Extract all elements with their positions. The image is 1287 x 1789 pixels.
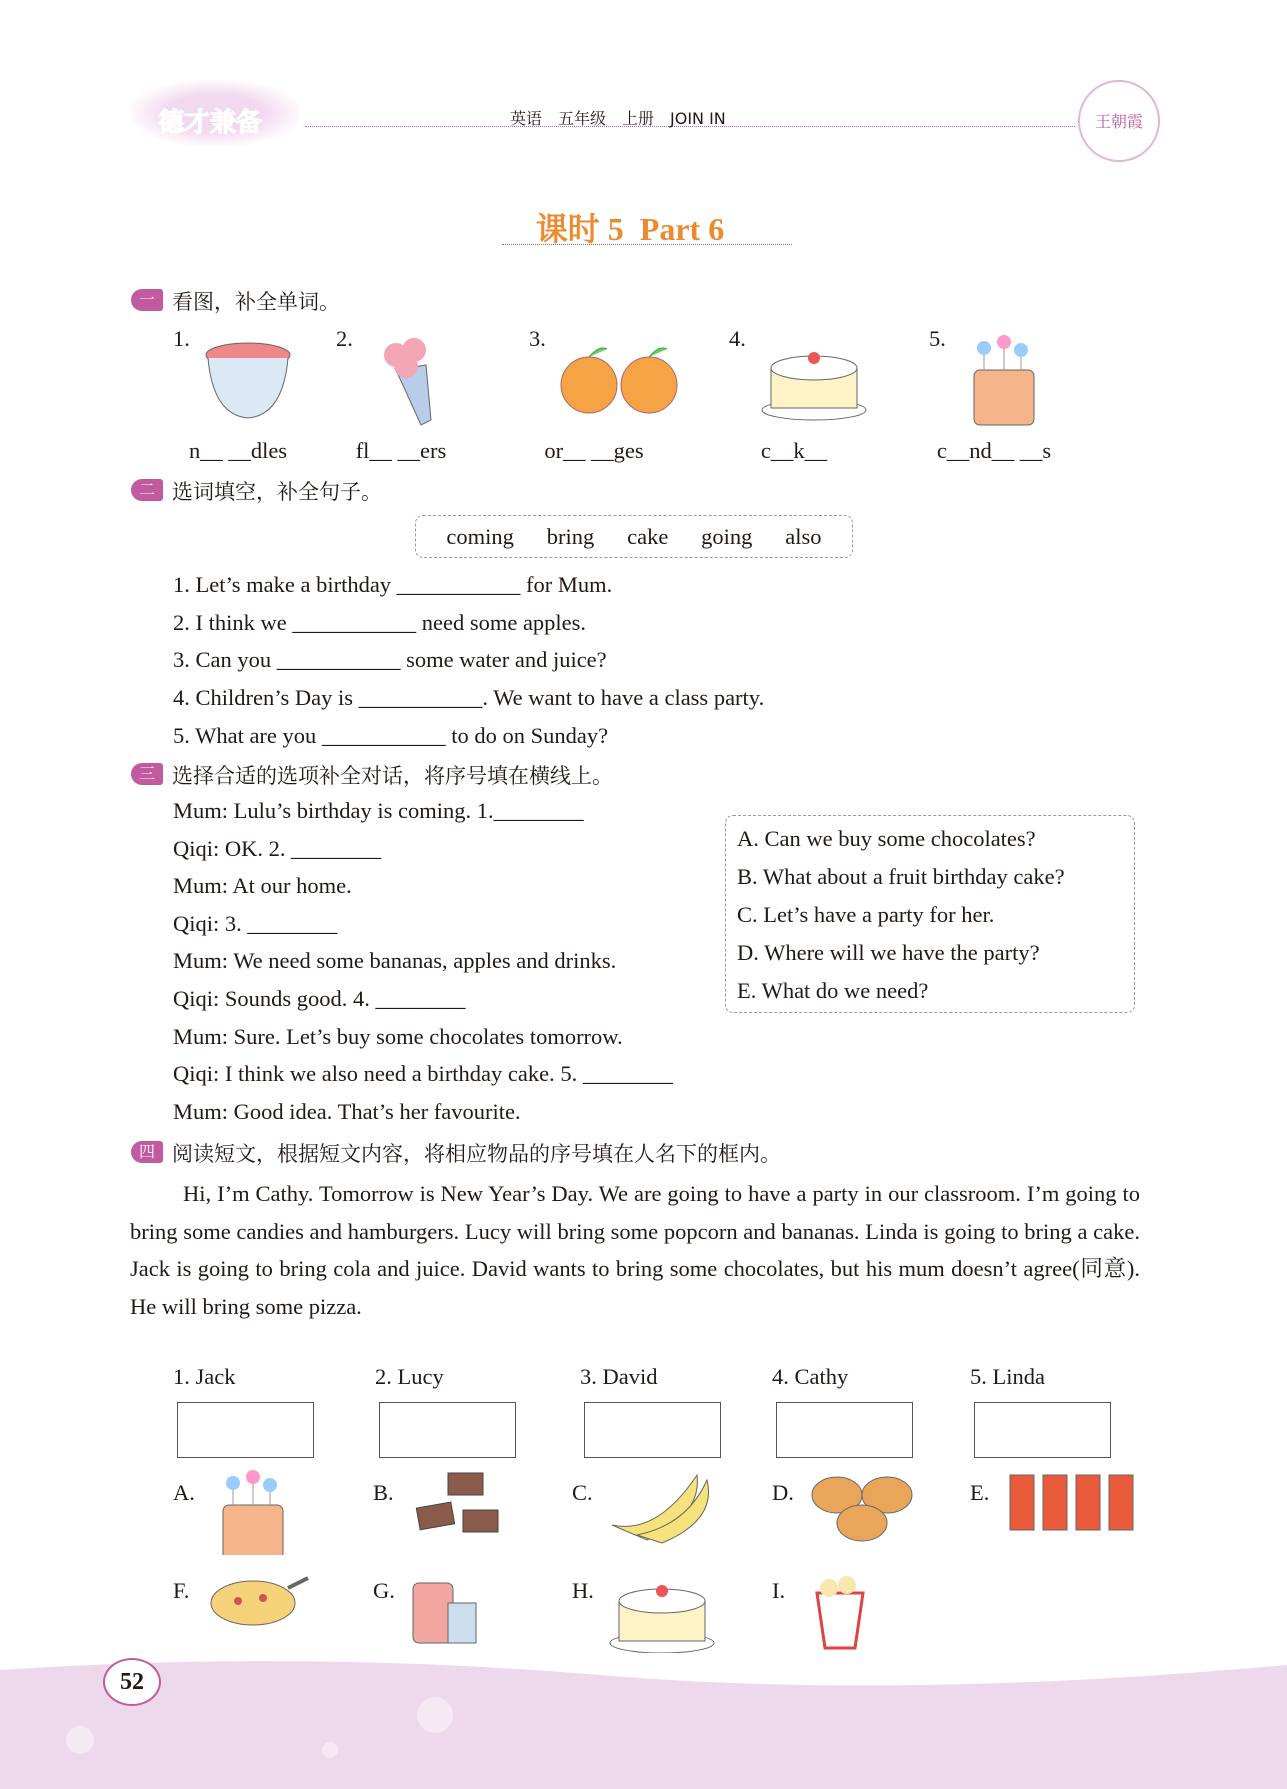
- dialogue-line[interactable]: Mum: Sure. Let’s buy some chocolates tomorrow.: [173, 1023, 623, 1049]
- reading-passage: Hi, I’m Cathy. Tomorrow is New Year’s Day. We are going to have a party in our classroom. I’m going to bring some candies and hamburgers. Lucy will bring some popcorn and bananas. Linda is going to bring a cake. Jack is going to bring cola and juice. David wants to bring some chocolates, but his mum doesn’t agree(同意). He will bring some pizza.: [130, 1181, 1140, 1319]
- section-badge-1: 一: [131, 289, 163, 311]
- word-bank-item: cake: [627, 523, 669, 549]
- header-logo: [130, 80, 300, 146]
- fill-sentence[interactable]: 2. I think we ___________ need some apples.: [173, 609, 587, 635]
- answer-box[interactable]: [584, 1402, 721, 1458]
- dialogue-line[interactable]: Qiqi: OK. 2. ________: [173, 835, 382, 861]
- section-badge-2: 二: [131, 479, 163, 501]
- candies-image: [959, 330, 1069, 430]
- title-rule: [502, 244, 792, 245]
- answer-box[interactable]: [776, 1402, 913, 1458]
- person-name: 2. Lucy: [375, 1364, 444, 1389]
- item-number: 5.: [929, 326, 946, 351]
- item-number: 2.: [336, 326, 353, 351]
- item-letter: F.: [173, 1578, 190, 1603]
- item-number: 3.: [529, 326, 546, 351]
- word-bank-item: coming: [446, 523, 514, 549]
- item-letter: A.: [173, 1480, 195, 1505]
- fill-sentence[interactable]: 3. Can you ___________ some water and juice?: [173, 647, 607, 673]
- section-badge-4: 四: [131, 1141, 163, 1163]
- word-bank-item: bring: [546, 523, 595, 549]
- item-letter: B.: [373, 1480, 394, 1505]
- word-bank-item: going: [701, 523, 753, 549]
- chocolates-image: [408, 1465, 518, 1555]
- dialogue-line[interactable]: Qiqi: 3. ________: [173, 910, 338, 936]
- answer-box[interactable]: [974, 1402, 1111, 1458]
- seal-text: 王朝霞: [1094, 112, 1143, 131]
- item-letter: D.: [772, 1480, 794, 1505]
- section-heading-3: 选择合适的选项补全对话，将序号填在横线上。: [172, 764, 613, 788]
- page-title: 课时 5 Part 6: [535, 211, 725, 247]
- dialogue-line[interactable]: Mum: At our home.: [173, 873, 352, 899]
- oranges-image: [559, 330, 684, 430]
- item-letter: H.: [572, 1578, 594, 1603]
- section-heading-1: 看图，补全单词。: [172, 290, 340, 314]
- cola-image: [1005, 1465, 1140, 1555]
- page-number: 52: [120, 1669, 144, 1695]
- noodles-image: [203, 330, 313, 430]
- cake-image: [759, 330, 869, 430]
- bananas-image: [607, 1465, 717, 1555]
- dialogue-line[interactable]: Qiqi: Sounds good. 4. ________: [173, 986, 466, 1011]
- item-letter: G.: [373, 1578, 395, 1603]
- word-blank[interactable]: c__nd__ __s: [936, 438, 1052, 463]
- section-heading-4: 阅读短文，根据短文内容，将相应物品的序号填在人名下的框内。: [172, 1142, 781, 1166]
- dialogue-line[interactable]: Mum: Good idea. That’s her favourite.: [173, 1098, 521, 1124]
- word-blank[interactable]: c__k__: [760, 438, 828, 463]
- option-item: B. What about a fruit birthday cake?: [737, 864, 1065, 889]
- item-number: 4.: [729, 326, 746, 351]
- hamburgers-image: [807, 1465, 917, 1555]
- word-blank[interactable]: or__ __ges: [544, 438, 644, 463]
- item-number: 1.: [173, 326, 190, 351]
- word-bank: [415, 515, 853, 558]
- dialogue-line[interactable]: Mum: Lulu’s birthday is coming. 1.________: [173, 798, 584, 823]
- logo-text: 德才兼备: [158, 108, 263, 138]
- answer-box[interactable]: [177, 1402, 314, 1458]
- candies-image: [208, 1465, 318, 1555]
- word-blank[interactable]: n__ __dles: [188, 438, 288, 463]
- seal-logo: [1078, 80, 1160, 162]
- dialogue-line[interactable]: Mum: We need some bananas, apples and drinks.: [173, 948, 617, 974]
- person-name: 3. David: [580, 1364, 658, 1389]
- flowers-image: [366, 330, 476, 430]
- footer-wave: [0, 1640, 1287, 1789]
- option-item: C. Let’s have a party for her.: [737, 902, 995, 927]
- person-name: 5. Linda: [970, 1364, 1045, 1389]
- option-item: E. What do we need?: [737, 978, 929, 1003]
- dialogue-line[interactable]: Qiqi: I think we also need a birthday cake. 5. ________: [173, 1061, 673, 1087]
- person-name: 1. Jack: [173, 1364, 236, 1389]
- fill-sentence[interactable]: 4. Children’s Day is ___________. We want to have a class party.: [173, 685, 765, 711]
- section-heading-2: 选词填空，补全句子。: [172, 480, 382, 504]
- answer-box[interactable]: [379, 1402, 516, 1458]
- page-number-badge: [103, 1658, 161, 1706]
- person-name: 4. Cathy: [772, 1364, 849, 1389]
- section-badge-3: 三: [131, 763, 163, 785]
- fill-sentence[interactable]: 5. What are you ___________ to do on Sunday?: [173, 722, 609, 748]
- option-item: A. Can we buy some chocolates?: [737, 826, 1036, 851]
- header-subject: 英语 五年级 上册 JOIN IN: [510, 109, 726, 128]
- fill-sentence[interactable]: 1. Let’s make a birthday ___________ for Mum.: [173, 572, 613, 597]
- word-blank[interactable]: fl__ __ers: [355, 438, 447, 463]
- word-bank-item: also: [785, 523, 822, 549]
- item-letter: E.: [970, 1480, 990, 1505]
- item-letter: C.: [572, 1480, 593, 1505]
- option-item: D. Where will we have the party?: [737, 940, 1040, 965]
- item-letter: I.: [772, 1578, 786, 1603]
